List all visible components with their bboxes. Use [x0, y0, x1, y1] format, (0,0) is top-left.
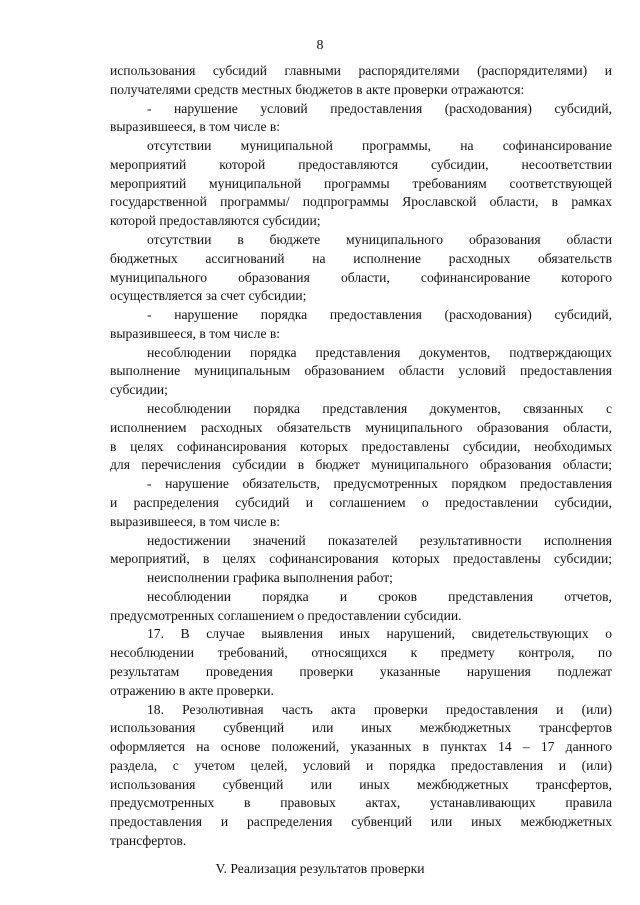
text-line: выразившееся, в том числе в: [110, 514, 281, 529]
text-line: муниципального образования области, софинансирование которого [110, 270, 612, 285]
text-line: выразившееся, в том числе в: [110, 119, 281, 134]
text-line: неисполнении графика выполнения работ; [147, 570, 393, 585]
text-line: несоблюдении порядка представления документов, подтверждающих [147, 345, 612, 360]
text-line: отражению в акте проверки. [110, 683, 274, 698]
text-line: - нарушение порядка предоставления (расходования) субсидий, [147, 307, 612, 322]
text-line: которой предоставляются субсидии; [110, 213, 321, 228]
text-line: результатам проведения проверки указанные нарушения подлежат [110, 664, 612, 679]
text-line: государственной программы/ подпрограммы Ярославской области, в рамках [110, 194, 612, 209]
text-line: предусмотренных соглашением о предоставлении субсидии. [110, 608, 462, 623]
text-line: несоблюдении порядка представления документов, связанных с [147, 401, 612, 416]
text-line: отсутствии муниципальной программы, на софинансирование [147, 138, 612, 153]
text-line: оформляется на основе положений, указанных в пунктах 14 – 17 данного [110, 739, 612, 754]
text-line: - нарушение обязательств, предусмотренных порядком предоставления [147, 476, 612, 491]
text-line: осуществляется за счет субсидии; [110, 288, 307, 303]
text-line: недостижении значений показателей результативности исполнения [147, 533, 612, 548]
text-line: исполнением расходных обязательств муниципального образования области, [110, 420, 612, 435]
page-number: 8 [316, 38, 324, 53]
text-line: мероприятий муниципальной программы требованиям соответствующей [110, 176, 612, 191]
text-line: 17. В случае выявления иных нарушений, свидетельствующих о [147, 626, 612, 641]
text-line: для перечисления субсидии в бюджет муниципального образования области; [110, 457, 612, 472]
text-line: предусмотренных в правовых актах, устанавливающих правила [110, 795, 612, 810]
text-line: выполнение муниципальным образованием области условий предоставления [110, 363, 612, 378]
text-line: использования субвенций или иных межбюджетных трансфертов [110, 720, 612, 735]
text-line: - нарушение условий предоставления (расходования) субсидий, [147, 101, 612, 116]
text-line: отсутствии в бюджете муниципального образования области [147, 232, 612, 247]
text-line: выразившееся, в том числе в: [110, 326, 281, 341]
text-line: и распределения субсидий и соглашением о предоставлении субсидии, [110, 495, 612, 510]
text-line: несоблюдении порядка и сроков представления отчетов, [147, 589, 612, 604]
text-line: в целях софинансирования которых предоставлены субсидии, необходимых [110, 439, 612, 454]
text-line: мероприятий, в целях софинансирования которых предоставлены субсидии; [110, 551, 612, 566]
text-line: 18. Резолютивная часть акта проверки предоставления и (или) [147, 702, 612, 717]
text-line: несоблюдении требований, относящихся к предмету контроля, по [110, 645, 612, 660]
text-line: трансфертов. [110, 833, 187, 848]
text-line: субсидии; [110, 382, 168, 397]
text-line: бюджетных ассигнований на исполнение расходных обязательств [110, 251, 612, 266]
text-line: раздела, с учетом целей, условий и порядка предоставления и (или) [110, 758, 612, 773]
section-heading: V. Реализация результатов проверки [215, 861, 425, 876]
text-line: использования субвенций или иных межбюджетных трансфертов, [110, 777, 612, 792]
text-line: мероприятий которой предоставляются субсидии, несоответствии [110, 157, 612, 172]
text-line: получателями средств местных бюджетов в акте проверки отражаются: [110, 82, 525, 97]
text-line: предоставления и распределения субвенций или иных межбюджетных [110, 814, 612, 829]
text-line: использования субсидий главными распорядителями (распорядителями) и [110, 63, 612, 78]
